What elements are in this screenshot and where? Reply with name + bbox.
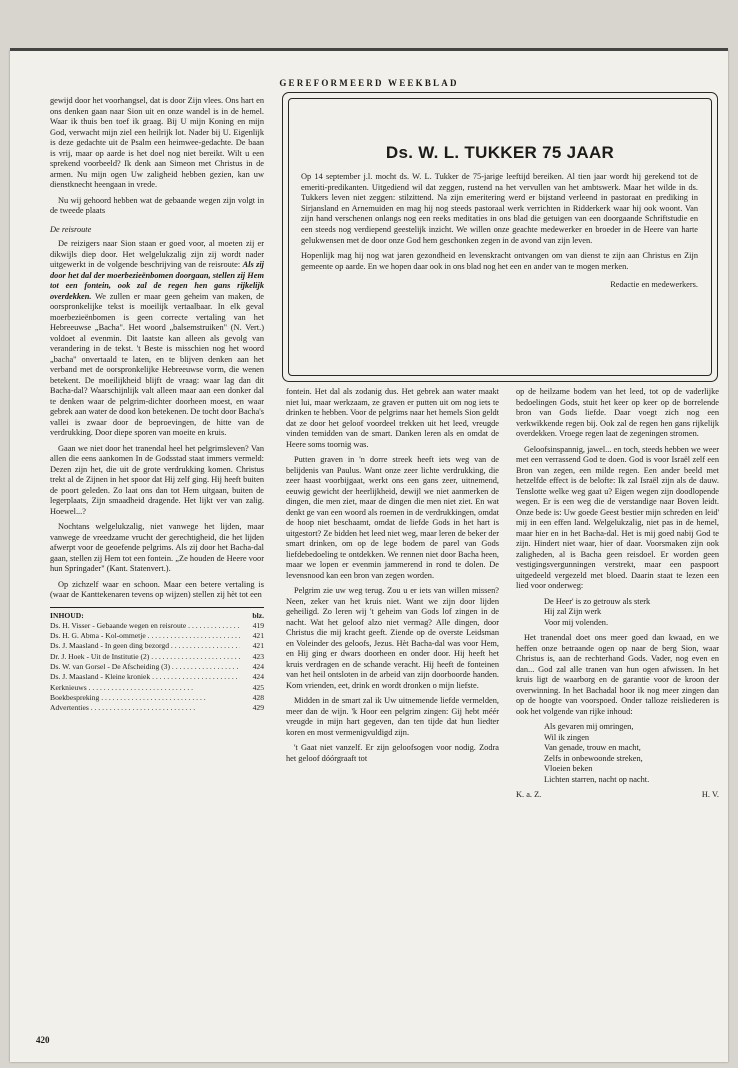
poem-line: Voor mij volenden.	[544, 617, 609, 627]
signature-left: K. a. Z.	[516, 790, 542, 799]
paragraph: Pelgrim zie uw weg terug. Zou u er iets van willen missen? Neen, zeker van het kruis niet. Want we zijn door lijden geheiligd. Zo leren wij 't geheim van Gods lof zingen in de nacht. Wat het geloof alzo niet vermag? Alle dingen, door Christus die mij kracht geeft. Ziende op de overste Leidsman en Voleinder des geloofs, Jezus. Hèt Bacha-dal was voor Hem, en Hij ging er dwars doorheen en onder door. Hij heeft het kruis verdragen en de schande veracht. Hij heeft de fonteinen van het heil ontsloten in de arbeid van zijn doorboorde handen. Kom vrienden, eet, drink en wordt dronken o mijn liefste.	[286, 586, 499, 690]
box-title: Ds. W. L. TUKKER 75 JAAR	[385, 143, 615, 162]
toc-entry[interactable]: Kerknieuws . . . 425	[50, 683, 264, 693]
paragraph: Op zichzelf waar en schoon. Maar een betere vertaling is (waar de Kanttekenaren tevens op wijzen) stellen zij hèt tot een	[50, 579, 264, 599]
paragraph: Nochtans welgelukzalig, niet vanwege het lijden, maar vanwege de vreedzame vrucht der gerechtigheid, die het lijden afwerpt voor de geoefende pelgrims. Als zij door het Bacha-dal gaan, stellen zij Hem tot een fontein. „Ze houden de Heere voor hun Springader" (Kant. Statenvert.).	[50, 522, 264, 573]
toc-divider	[50, 607, 264, 608]
paragraph: Putten graven in 'n dorre streek heeft iets weg van de belijdenis van Paulus. Want onze zeer lichte verdrukking, die zeer haast voorbijgaat, werkt ons een gans zeer, uitnemend, eeuwig gewicht der heerlijkheid, dewijl we niet aanmerken de dingen, die men ziet, maar de dingen die men niet ziet. En wat denkt ge van een woord als roemen in de verdrukkingen, omdat de hoop niet beschaamt, omdat de liefde Gods in het hart is uitgestort? Ze bidden het leed niet weg, maar leren de beker der smart drinken, om op de lege bodem de parel van Gods liefdebedoeling te ontdekken. We rennen niet door Bacha heen, maar we lopen er evenmin jammerend in rond te dolen. De levensnood kan een bron van zegen worden.	[286, 455, 499, 580]
toc-entry[interactable]: Boekbespreking . . . 428	[50, 693, 264, 703]
paragraph: op de heilzame bodem van het leed, tot op de vaderlijke bedoelingen Gods, stuit het keer op keer op de borrelende bron van Gods liefde. Daar voegt zich nog een verkwikkende regen bij. Ook zal de regen hen gans rijkelijk overdekken. Vroege regen laat de zegeningen stromen.	[516, 387, 719, 438]
toc-entry[interactable]: Ds. W. van Gorsel - De Afscheiding (3) . . . 424	[50, 662, 264, 672]
toc-entry[interactable]: Advertenties . . . 429	[50, 703, 264, 713]
paragraph: 't Gaat niet vanzelf. Er zijn geloofsogen voor nodig. Zodra het geloof dóórgraaft tot	[286, 743, 499, 763]
poem-line: Lichten starren, nacht op nacht.	[544, 774, 650, 784]
page-number: 420	[36, 1035, 50, 1045]
poem-line: Wil ik zingen	[544, 732, 590, 742]
poem	[544, 597, 719, 629]
box-text	[301, 172, 698, 291]
running-header: GEREFORMEERD WEEKBLAD	[279, 78, 459, 88]
top-rule	[10, 48, 728, 51]
toc-entry[interactable]: Ds. H. G. Abma - Kol-ommetje . . . 421	[50, 631, 264, 641]
signature-right: H. V.	[701, 790, 719, 799]
paragraph: fontein. Het dal als zodanig dus. Het gebrek aan water maakt niet lui, maar werkzaam, ze graven er putten uit om nog iets te drinken te hebben. Voor de pelgrims naar het hemels Sion geldt dat ze door het geloof voordeel trekken uit het leed, vreugde vinden temidden van de smart. Danken leren als en omdat de Heere soms toornig was.	[286, 387, 499, 449]
paragraph: gewijd door het voorhangsel, dat is door Zijn vlees. Ons hart en ons denken gaan naar Sion uit en onze wandel is in de hemel. Waar ik thuis ben toef ik graag. Bij U mijn Koning en mijn God, verwacht mijn ziel een heilrijk lot. Nader bij U. Eigenlijk is deze gedachte uit de Psalm een heimwee-gedachte. De baan is vrij, maar op aarde is het doel nog niet bereikt. Wilt u een sprekend voorbeeld? Ik denk aan Simeon met Christus in de armen. Nu mijn ogen Uw zaligheid hebben gezien, kan uw dienstknecht heengaan in vrede.	[50, 96, 264, 189]
paragraph: Geloofsinspannig, jawel... en toch, steeds hebben we weer met een verrassend God te doen. God is voor Israël zelf een Bron van zegen, een milde regen. Een ander beeld met hetzelfde effect is de belofte: Ik zal Israël zijn als de dauw. Tenslotte welke weg gaat u? Eigen wegen zijn doodlopende wegen. Er is een weg die de verstandige naar Boven leidt. Onze bede is: Uw goede Geest bestier mijn schreden en leid' mij in een effen land. Welgelukzalig, niet pas in de hemel, maar hier en in het Bacha-dal. Het is mij goed nabij God te zijn. Hindert niet waar, hier of daar. Voorsmaken zijn ook zaligheden, al is Bacha geen reisdoel. Er worden geen vestigingsvergunningen verstrekt, maar een paspoort uitgedeeld vergezeld met bloed. Daarin staat te lezen een lied voor onderweg:	[516, 444, 719, 590]
paragraph: Hopenlijk mag hij nog wat jaren gezondheid en levenskracht ontvangen om van dienst te zijn aan Christus en Zijn gemeente op aarde. En we hopen daar ook in ons blad nog het een en ander van te mogen merken.	[301, 251, 698, 271]
column-3	[516, 387, 719, 801]
poem-line: Als gevaren mij omringen,	[544, 722, 634, 731]
poem-line: Vloeien beken	[544, 764, 593, 773]
toc-entry[interactable]: Ds. J. Maasland - In geen ding bezorgd . . . 421	[50, 641, 264, 651]
poem-line: De Heer' is zo getrouw als sterk	[544, 596, 651, 606]
toc-header: INHOUD: blz.	[50, 610, 264, 620]
paragraph: Gaan we niet door het tranendal heel het pelgrimsleven? Van allen die eens aankomen In de Godsstad staat immers vermeld: Dezen zijn het, die uit de grote verdrukking komen. Christus trekt al de Zijnen in het spoor dat Hij zelf ging. Hij heeft buiten de poort geleden. Zo laat ons dan tot Hem uitgaan, buiten de legerplaats, Zijn smaadheid dragende. Het lijkt ver van zalig. Hoewel...?	[50, 443, 264, 516]
poem-line: Van genade, trouw en macht,	[544, 743, 641, 752]
toc-entry[interactable]: Ds. H. Visser - Gebaande wegen en reisroute . . . 419	[50, 621, 264, 631]
toc-entry[interactable]: Ds. J. Maasland - Kleine kroniek . . . 424	[50, 672, 264, 682]
toc-entry[interactable]: Dr. J. Hoek - Uit de Institutie (2) . . . 423	[50, 652, 264, 662]
paragraph: Nu wij gehoord hebben wat de gebaande wegen zijn volgt in de tweede plaats	[50, 195, 264, 215]
poem-line: Hij zal Zijn werk	[544, 607, 602, 616]
poem-line: Zelfs in onbewoonde streken,	[544, 753, 643, 763]
column-2	[286, 387, 499, 769]
table-of-contents	[50, 611, 264, 714]
article-signature	[516, 790, 719, 801]
anniversary-box	[282, 92, 718, 382]
paragraph: De reizigers naar Sion staan er goed voor, al moeten zij er dikwijls diep door. Het welgelukzalig zijn zij wordt nader uitgewerkt in de volgende beschrijving van de reisroute: Als zij door het dal der moerbezieënbomen doorgaan, stellen zij Hem tot een fontein, ook zal de regen hen gans rijkelijk overdekken. We zullen er maar geen geheim van maken, de oorspronkelijke tekst is moeilijk vertaalbaar. In elk geval moerbezieënbomen is geen correcte vertaling van het Hebreeuwse „Bacha". Het woord „balsemstruiken" (N. Vert.) voldoet al evenmin. Dit laatste kan alleen als gevolg van verandering in de tekst. 't Beste is misschien nog het woord „bacha" onvertaald te laten, en te blijven denken aan het verband met de oorspronkelijke Hebreeuwse vorm, die wenen betekent. De moeilijkheid blijft de vraag: waar lag dan dit Bacha-dal? Waarschijnlijk valt alleen maar aan een donker dal te denken waar de pelgrim-dichter doorheen moest, en waar gebrek aan water de dood kon betekenen. De tocht door Bacha's vallei is zwaar door de beproevingen, de hitte van de verdrukking. Door diepe sporen van moeite en kruis.	[50, 239, 264, 437]
paragraph: Midden in de smart zal ik Uw uitnemende liefde vermelden, meer dan de wijn. 'k Hoor een pelgrim zingen: Gij hebt méér vreugde in mijn hart gegeven, dan ten tijde dat hun liedter koren en most vermenigvuldigd zijn.	[286, 696, 499, 737]
box-signature: Redactie en medewerkers.	[610, 280, 698, 290]
poem	[544, 722, 719, 785]
column-1	[50, 96, 264, 714]
paragraph: Het tranendal doet ons meer goed dan kwaad, en we heffen onze betraande ogen op naar de berg Sion, waar Christus is, aan de rechterhand Gods. Vader, nog even en dan... God zal alle tranen van hun ogen afwissen. In het kruis ligt de waarborg en de garantie voor de kroon der overwinning. In het Bachadal hoor ik nog meer zingen dan op de hoogte van voorspoed. Onder talloze reisliederen is ook het volgende van rijke inhoud:	[516, 633, 719, 716]
paragraph: Op 14 september j.l. mocht ds. W. L. Tukker de 75-jarige leeftijd bereiken. Al tien jaar wordt hij gerekend tot de emeriti-predikanten. Uitgediend wil dat zeggen, rustend na het vervullen van het ambtswerk. Maar het wilde in ds. Tukkers leven niet zeggen: stilzittend. Na zijn emeritering werd er bijstand verleend in pastoraat en prediking in Sirjansland en Arnemuiden en mag hij nog steeds pastoraal werk verrichten in Ridderkerk waar hij ook woont. Van zijn hand verschenen onlangs nog een reeks meditaties in ons blad die getuigen van een doorgaande Schriftstudie en een steeds nog verdiepend geestelijk inzicht. We willen onze geachte medewerker en broeder in de Heere van harte gelukwensen met de door onze God hem geschonken zegen in de avond van zijn leven.	[301, 172, 698, 245]
subheading: De reisroute	[50, 224, 92, 234]
psalm-quote: Als zij door het dal der moerbezieënbomen doorgaan, stellen zij Hem tot een fontein, ook zal de regen hen gans rijkelijk overdekken.	[50, 260, 264, 301]
